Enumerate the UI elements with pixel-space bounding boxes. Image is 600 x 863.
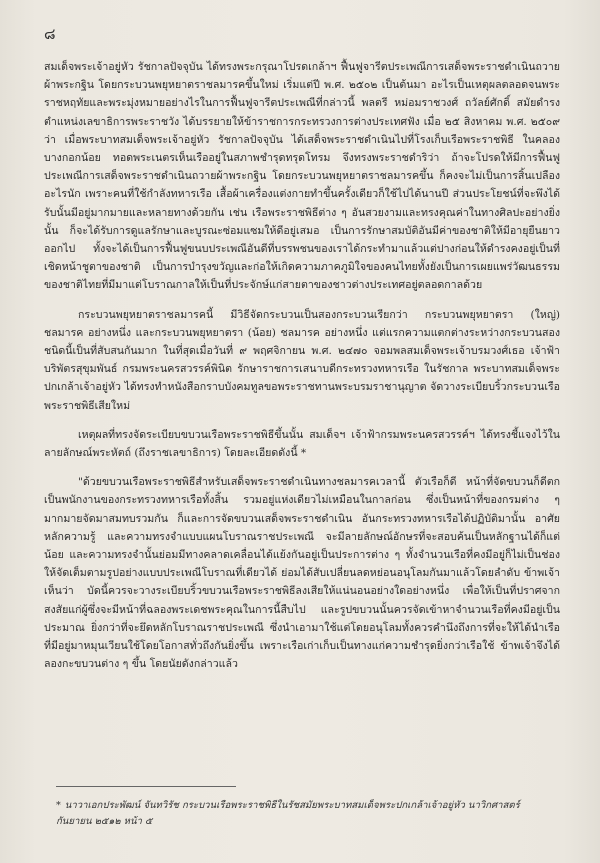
- page-number: ๘: [44, 25, 56, 43]
- quoted-paragraph: "ด้วยขบวนเรือพระราชพิธีสำหรับเสด็จพระราชดำเนินทางชลมารคเวลานี้ ตัวเรือก็ดี หน้าที่จัดขบวนก็ดีตกเป็นพนักงานของกระทรวงทหารเรือทั้งสิ้น รวมอยู่แห่งเดียวไม่เหมือนในกาลก่อน ซึ่งเป็นหน้าที่ของกรมต่าง ๆ มากมายจัดมาสมทบรวมกัน ก็และการจัดขบวนเสด็จพระราชดำเนิน อันกระทรวงทหารเรือได้ปฏิบัติมานั้น อาศัยหลักความรู้ และความทรงจำแบบแผนโบราณราชประเพณี จะมีลายลักษณ์อักษรที่จะสอบค้นเป็นหลักฐานได้ก็แต่น้อย และความทรงจำนั้นย่อมมีทางคลาดเคลื่อนได้แย้งกันอยู่เป็นประการต่าง ๆ ทั้งจำนวนเรือที่คงมีอยู่ก็ไม่เป็นช่องให้จัดเต็มตามรูปอย่างแบบประเพณีโบราณที่เดียวได้ ย่อมได้สับเปลี่ยนลดหย่อนอนุโลมกันมาแล้วโดยลำดับ ข้าพเจ้าเห็นว่า บัดนี้ควรจะวางระเบียบริ้วขบวนเรือพระราชพิธีลงเสียให้แน่นอนอย่างใดอย่างหนึ่ง เพื่อให้เป็นที่ปราศจากสงสัยแก่ผู้ซึ่งจะมีหน้าที่ฉลองพระเดชพระคุณในการนี้สืบไป และรูปขบวนนั้นควรจัดเข้าหาจำนวนเรือที่คงมีอยู่เป็นประมาณ ยิ่งกว่าที่จะยึดหลักโบราณราชประเพณี ซึ่งนำเอามาใช้แต่โดยอนุโลมทั้งควรคำนึงถึงการที่จะให้ได้นำเรือที่มีอยู่มาหมุนเวียนใช้โดยโอกาสทั่วถึงกันยิ่งขึ้น เพราะเรือเก่าเก็บเป็นทางแก่ความชำรุดยิ่งกว่าเรือใช้ ข้าพเจ้าจึงได้ลองกะขบวนต่าง ๆ ขึ้น โดยนัยดังกล่าวแล้ว: [44, 476, 560, 671]
- paragraph-1: สมเด็จพระเจ้าอยู่หัว รัชกาลปัจจุบัน ได้ทรงพระกรุณาโปรดเกล้าฯ ฟื้นฟูจารีตประเพณีการเสด็จพระราชดำเนินถวายผ้าพระกฐิน โดยกระบวนพยุหยาตราชลมารคขึ้นใหม่ เริ่มแต่ปี พ.ศ. ๒๕๐๒ เป็นต้นมา อะไรเป็นเหตุผลตลอดจนพระราชหฤทัยและพระมุ่งหมายอย่างไรในการฟื้นฟูจารีตประเพณีที่กล่าวนี้ พลตรี หม่อมราชวงศ์ ถวัลย์ศักดิ์ สมัยดำรงตำแหน่งเลขาธิการพระราชวัง ได้บรรยายให้ข้าราชการกระทรวงการต่างประเทศฟัง เมื่อ ๒๕ สิงหาคม พ.ศ. ๒๕๐๙ ว่า เมื่อพระบาทสมเด็จพระเจ้าอยู่หัว รัชกาลปัจจุบัน ได้เสด็จพระราชดำเนินไปที่โรงเก็บเรือพระราชพิธี ในคลองบางกอกน้อย ทอดพระเนตรเห็นเรืออยู่ในสภาพชำรุดทรุดโทรม จึงทรงพระราชดำริว่า ถ้าจะโปรดให้มีการฟื้นฟูประเพณีการเสด็จพระราชดำเนินถวายผ้าพระกฐิน โดยกระบวนพยุหยาตราชลมารคขึ้น ก็คงจะไม่เป็นการสิ้นเปลืองอะไรนัก เพราะคนที่ใช้กำลังทหารเรือ เสื้อผ้าเครื่องแต่งกายทำขึ้นครั้งเดียวก็ใช้ไปได้นานปี ส่วนประโยชน์ที่จะพึงได้รับนั้นมีอยู่มากมายและหลายทางด้วยกัน เช่น เรือพระราชพิธีต่าง ๆ อันสวยงามและทรงคุณค่าในทางศิลปะอย่างยิ่งนั้น ก็จะได้รับการดูแลรักษาและบูรณะซ่อมแซมให้ดีอยู่เสมอ เป็นการรักษาสมบัติอันมีค่าของชาติให้มีอายุยืนยาวออกไป ทั้งจะได้เป็นการฟื้นฟูขนบประเพณีอันดีที่บรรพชนของเราได้กระทำมาแล้วแต่ปางก่อนให้ดำรงคงอยู่เป็นที่เชิดหน้าชูตาของชาติ เป็นการบำรุงขวัญและก่อให้เกิดความภาคภูมิใจของคนไทยทั้งยังเป็นการเผยแพร่วัฒนธรรมของชาติไทยที่มีมาแต่โบราณกาลให้เป็นที่ประจักษ์แก่สายตาของชาวต่างประเทศอยู่ตลอดกาลด้วย: [44, 61, 560, 292]
- paragraph-2: กระบวนพยุหยาตราชลมารคนี้ มีวิธีจัดกระบวนเป็นสองกระบวนเรียกว่า กระบวนพยุหยาตรา (ใหญ่) ชลมารค อย่างหนึ่ง และกระบวนพยุหยาตรา (น้อย) ชลมารค อย่างหนึ่ง แต่แรกความแตกต่างระหว่างกระบวนสองชนิดนี้เป็นที่สับสนกันมาก ในที่สุดเมื่อวันที่ ๙ พฤศจิกายน พ.ศ. ๒๔๗๐ จอมพลสมเด็จพระเจ้าบรมวงศ์เธอ เจ้าฟ้าบริพัตรสุขุมพันธ์ กรมพระนครสวรรค์พินิต รักษาราชการเสนาบดีกระทรวงทหารเรือ ในรัชกาล พระบาทสมเด็จพระปกเกล้าเจ้าอยู่หัว ได้ทรงทำหนังสือกราบบังคมทูลขอพระราชทานพระบรมราชานุญาต จัดวางระเบียบริ้วกระบวนเรือพระราชพิธีเสียใหม่: [44, 308, 560, 412]
- footnote: [56, 798, 556, 830]
- body-text: [44, 58, 560, 685]
- paragraph-3: เหตุผลที่ทรงจัดระเบียบขบวนเรือพระราชพิธีขึ้นนั้น สมเด็จฯ เจ้าฟ้ากรมพระนครสวรรค์ฯ ได้ทรงชี้แจงไว้ในลายลักษณ์พระหัตถ์ (ถึงราชเลขาธิการ) โดยละเอียดดังนี้ *: [44, 428, 560, 460]
- footnote-marker: *: [56, 800, 61, 811]
- footnote-divider: [56, 786, 236, 787]
- footnote-text: นาวาเอกประพัฒน์ จันทวิรัช กระบวนเรือพระราชพิธีในรัชสมัยพระบาทสมเด็จพระปกเกล้าเจ้าอยู่หัว นาวิกศาสตร์ กันยายน ๒๕๑๒ หน้า ๕: [56, 800, 520, 827]
